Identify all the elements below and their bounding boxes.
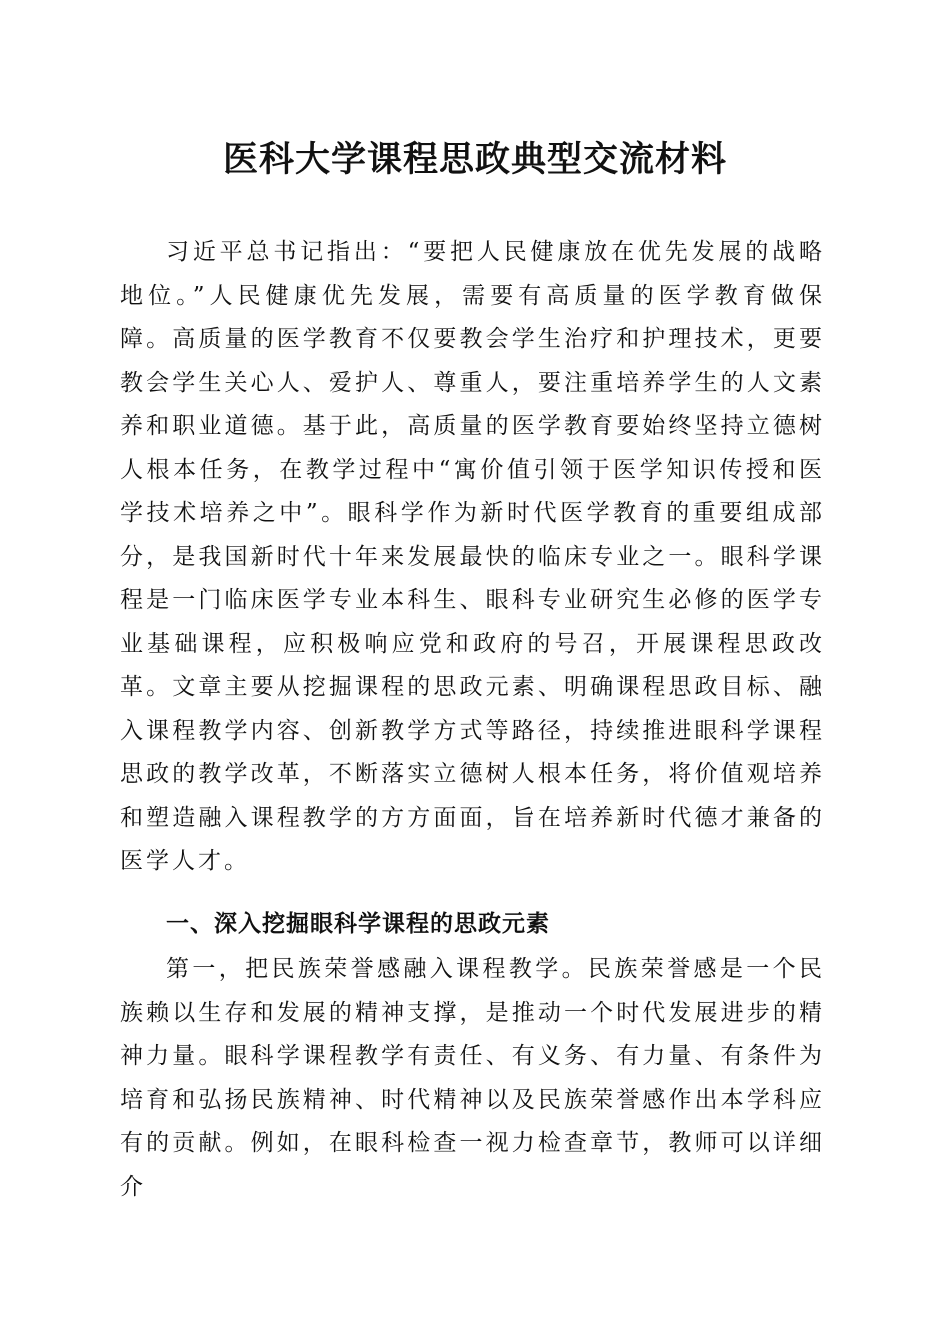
- document-title: 医科大学课程思政典型交流材料: [222, 139, 727, 180]
- section-heading: 一、深入挖掘眼科学课程的思政元素: [166, 911, 550, 937]
- body-paragraph-first-point: 第一，把民族荣誉感融入课程教学。民族荣誉感是一个民族赖以生存和发展的精神支撑，是推动一个时代发展进步的精神力量。眼科学课程教学有责任、有义务、有力量、有条件为培育和弘扬民族精神、时代精神以及民族荣誉感作出本学科应有的贡献。例如，在眼科检查一视力检查章节，教师可以详细介: [120, 956, 825, 1200]
- body-paragraph-intro: 习近平总书记指出：“要把人民健康放在优先发展的战略地位。”人民健康优先发展，需要有高质量的医学教育做保障。高质量的医学教育不仅要教会学生治疗和护理技术，更要教会学生关心人、爱护人、尊重人，要注重培养学生的人文素养和职业道德。基于此，高质量的医学教育要始终坚持立德树人根本任务，在教学过程中“寓价值引领于医学知识传授和医学技术培养之中”。眼科学作为新时代医学教育的重要组成部分，是我国新时代十年来发展最快的临床专业之一。眼科学课程是一门临床医学专业本科生、眼科专业研究生必修的医学专业基础课程，应积极响应党和政府的号召，开展课程思政改革。文章主要从挖掘课程的思政元素、明确课程思政目标、融入课程教学内容、创新教学方式等路径，持续推进眼科学课程思政的教学改革，不断落实立德树人根本任务，将价值观培养和塑造融入课程教学的方方面面，旨在培养新时代德才兼备的医学人才。: [120, 239, 825, 874]
